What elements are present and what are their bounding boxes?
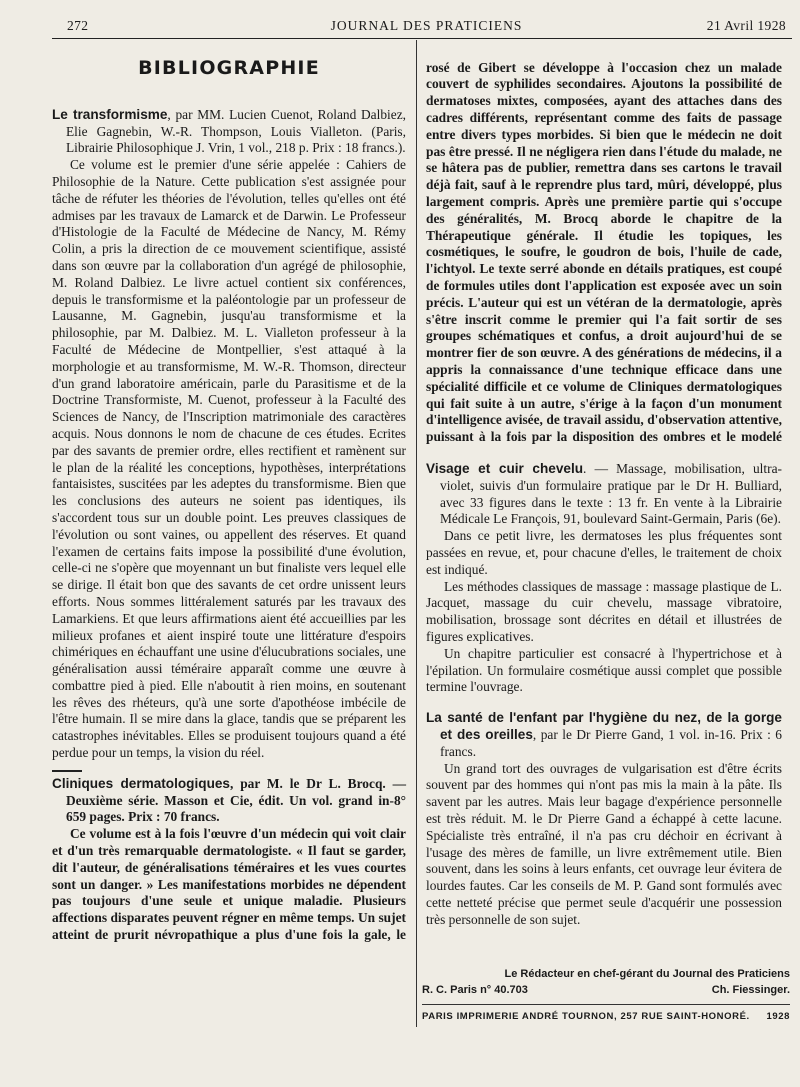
- header-rule: [52, 38, 792, 39]
- entry-separator: [52, 770, 82, 772]
- entry-meta: , par MM. Lucien Cuenot, Roland Dalbiez, Elie Gagnebin, W.-R. Thompson, Louis Vialleton. (Paris, Librairie Philosophique J. Vrin, 1 vol., 218 p. Prix : 18 francs.).: [66, 106, 406, 156]
- entry-meta: . — Massage, mobilisation, ultra-violet, suivis d'un formulaire pratique par le Dr H. Bulliard, avec 33 figures dans le texte : 13 fr. En vente à la Librairie Médicale Le François, 91, boulevard Saint-Germain, Paris (6e).: [440, 461, 782, 527]
- colophon: [422, 966, 790, 1025]
- entry-heading: [52, 107, 406, 157]
- column-divider: [416, 40, 417, 1027]
- editor-name: Ch. Fiessinger.: [711, 984, 790, 996]
- entry-paragraph: Un chapitre particulier est consacré à l'hypertrichose et à l'épilation. Un formulaire cosmétique aussi complet que possible termine l'ouvrage.: [426, 645, 782, 695]
- editor-line: Le Rédacteur en chef-gérant du Journal des Praticiens: [504, 968, 790, 980]
- footer-rule: [422, 1004, 790, 1005]
- entry-paragraph: Les méthodes classiques de massage : massage plastique de L. Jacquet, massage du cuir chevelu, massage vibratoire, mobilisation, brossage sont décrites en détail et illustrées de figures explicatives.: [426, 578, 782, 644]
- journal-title: JOURNAL DES PRATICIENS: [330, 18, 523, 33]
- right-column: [426, 60, 782, 929]
- entry-heading: [52, 776, 406, 826]
- entry-title: Visage et cuir chevelu: [426, 461, 584, 476]
- entry-paragraph: Ce volume est à la fois l'œuvre d'un médecin qui voit clair et d'un très remarquable dermatologiste. « Il faut se garder, dit l'auteur, de généralisations téméraires et les vues courtes sont un danger. » Les manifestations morbides ne dépendent pas toujours d'une seule et unique maladie. Plusieurs affections disparates peuvent régner en même temps. Un sujet atteint de prurit névropathique a plus d'une fois la gale, le: [52, 826, 406, 943]
- entry-heading: [426, 461, 782, 528]
- spacer: [426, 447, 782, 461]
- entry-paragraph: Dans ce petit livre, les dermatoses les plus fréquentes sont passées en revue, et, pour chacune d'elles, le traitement de choix est indiqué.: [426, 528, 782, 577]
- registration-line: [422, 982, 790, 998]
- issue-date: 21 Avril 1928: [706, 18, 786, 33]
- entry-meta: , par M. le Dr L. Brocq. — Deuxième série. Masson et Cie, édit. Un vol. grand in-8° 659 pages. Prix : 70 francs.: [66, 775, 406, 825]
- page-number: 272: [67, 18, 89, 33]
- entry-heading: [426, 710, 782, 760]
- entry-title: Cliniques dermatologiques: [52, 775, 230, 791]
- spacer: [426, 696, 782, 710]
- entry-title: La santé de l'enfant par l'hygiène du nez, de la gorge et des oreilles: [426, 710, 782, 742]
- running-head: [67, 14, 786, 38]
- registration-number: R. C. Paris n° 40.703: [422, 984, 528, 996]
- entry-paragraph: Un grand tort des ouvrages de vulgarisation est d'être écrits souvent par des hommes qui n'ont pas mis la main à la pâte. Ils savent par les autres. Mais leur bagage d'expérience personnelle est très réduit. M. le Dr Pierre Gand a échappé à cette lacune. Spécialiste très entraîné, il n'a pas cru déchoir en écrivant à l'usage des mères de famille, un livre extrêmement utile. Bien souvent, dans les soins à leurs enfants, cet ouvrage leur évitera de lourdes fautes. Car les conseils de M. P. Gand sont formulés avec cette netteté précise que permet seule d'acquérir une possession très personnelle de son sujet.: [426, 760, 782, 927]
- printer-name: PARIS IMPRIMERIE ANDRÉ TOURNON, 257 RUE SAINT-HONORÉ.: [422, 1011, 750, 1022]
- printer-year: 1928: [766, 1011, 790, 1022]
- entry-meta: , par le Dr Pierre Gand, 1 vol. in-16. Prix : 6 francs.: [440, 726, 782, 759]
- entry-paragraph: Ce volume est le premier d'une série appelée : Cahiers de Philosophie de la Nature. Cette publication s'est assignée pour tâche de réfuter les théories de l'évolution, telles qu'elles ont été admises par les travaux de Lamarck et de Darwin. Le Professeur d'Histologie de la Faculté de Médecine de Nancy, M. Rémy Colin, a pris la direction de ce mouvement scientifique, assisté dans son œuvre par la collaboration d'un agrégé de philosophie, M. Roland Dalbiez. Le livre actuel contient six conférences, depuis le transformisme et la paléontologie par un professeur de Lausanne, M. Gagnebin, jusqu'au transformisme et la philosophie, par M. Dalbiez. M. L. Vialleton professeur à la Faculté de Médecine de Montpellier, s'est attaqué à la morphologie et au transformisme, M. W.-R. Thomson, directeur d'un grand laboratoire américain, parle du Parasitisme et de la Doctrine Transformiste, M. Cuenot, professeur à la Faculté des Sciences de Nancy, de l'Inscription matrimoniale des caractères acquis. Nous donnons le nom de chacune de ces études. Ecrites par des savants de premier ordre, elles rectifient et ramènent sur le plan de la réalité les conceptions, hypothèses, interprétations fantaisistes, suscitées par les adeptes du transformisme. Bien que les conclusions des auteurs ne soient pas identiques, ils s'accordent tous sur un double point. Les preuves classiques de l'évolution ou sont vaines, ou appellent des réserves. Et quand l'examen de certains faits impose la possibilité d'une évolution, celle-ci ne s'opère que moyennant un but finaliste vers lequel elle se dirige. Il était bon que des savants de cet ordre unissent leurs efforts. Nous sommes littéralement saturés par les travaux des Lamarkiens. Et que leurs affirmations aient été accueillies par les milieux profanes et aient inspiré toute une littérature d'espoirs chimériques en échauffant une usine d'élucubrations sociales, une généralisation aussi téméraire apparaît comme une œuvre à combattre pied à pied. Elle n'aboutit à rien moins, en soutenant les rêves des rhéteurs, qu'à une sorte d'apothéose imbécile de l'être humain. Il se mire dans la glace, tandis que se préparent les catastrophes inévitables. Elles se produisent toujours quand a été perdue pour un temps, la vision du réel.: [52, 157, 406, 761]
- printer-line: [422, 1009, 790, 1025]
- entry-title: Le transformisme: [52, 106, 168, 122]
- section-title: BIBLIOGRAPHIE: [138, 57, 320, 79]
- left-column: [52, 57, 406, 944]
- continued-text: rosé de Gibert se développe à l'occasion chez un malade couvert de syphilides secondaires. Ajoutons la possibilité de dermatoses mixtes, composées, ayant des attaches dans des cadres différents, représentant comme des faits de passage entre divers types morbides. Si bien que le médecin ne doit pas être pressé. Il ne négligera rien dans l'étude du malade, ne se hâtera pas de publier, remettra dans ses cartons le travail déjà fait, sauf à le reprendre plus tard, mûri, développé, plus largement compris. Après une première partie qui s'occupe des généralités, M. Brocq aborde le chapitre de la Thérapeutique générale. Il étudie les topiques, les cosmétiques, le soufre, le goudron de bois, l'huile de cade, l'ichtyol. Le texte serré abonde en détails pratiques, est coupé de formules utiles dont l'application est exposée avec un soin précis. L'auteur qui est un vétéran de la dermatologie, après s'être inscrit comme le premier qui l'a fait sortir de ses groupes schématiques et confus, a droit aujourd'hui de se montrer fier de son œuvre. A des générations de médecins, il a appris la connaissance d'une technique efficace dans une spécialité difficile et ce volume de Cliniques dermatologiques qui fait suite à un autre, s'érige à la façon d'un monument d'intelligence avisée, de travail assidu, d'observation attentive, puissant à la fois par la disposition des ombres et le modelé: [426, 60, 782, 445]
- entry-paragraph-continued: [426, 60, 782, 447]
